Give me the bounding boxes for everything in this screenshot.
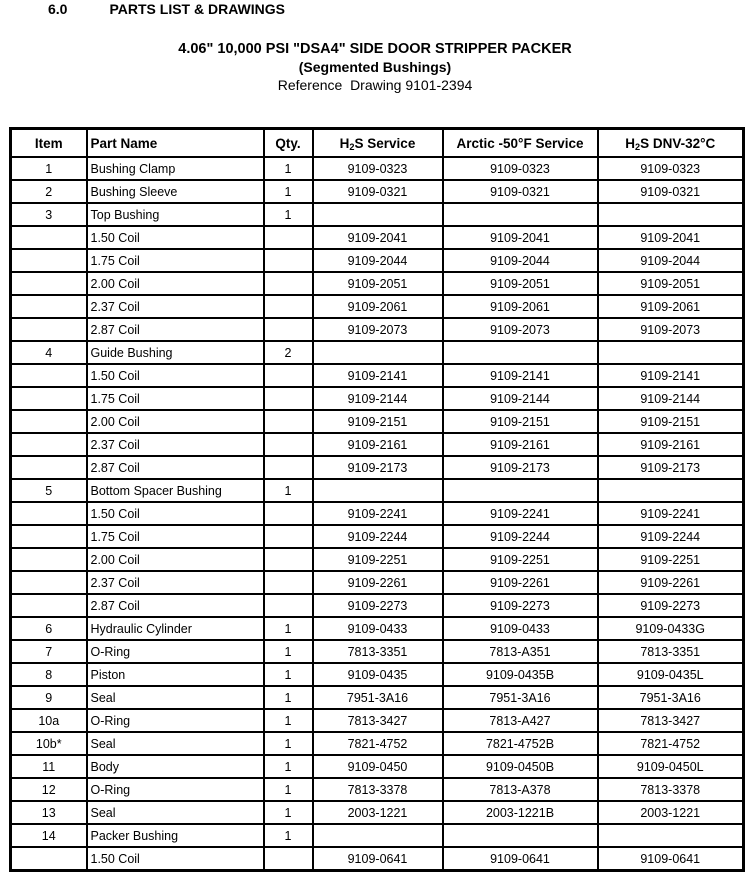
cell-qty: 1 (264, 640, 313, 663)
cell-item (11, 410, 87, 433)
cell-item (11, 387, 87, 410)
cell-part-name: 1.50 Coil (87, 847, 264, 871)
cell-qty (264, 433, 313, 456)
cell-arctic-service: 7813-A427 (443, 709, 598, 732)
cell-part-name: Bushing Clamp (87, 157, 264, 180)
cell-h2s-service: 9109-2144 (313, 387, 443, 410)
cell-dnv-service: 9109-2173 (598, 456, 744, 479)
reference-drawing-line: Reference Drawing 9101-2394 (277, 77, 473, 93)
cell-h2s-service: 9109-0641 (313, 847, 443, 871)
cell-part-name: 2.00 Coil (87, 410, 264, 433)
cell-part-name: 2.00 Coil (87, 548, 264, 571)
cell-item (11, 226, 87, 249)
cell-dnv-service: 7813-3427 (598, 709, 744, 732)
cell-item (11, 295, 87, 318)
cell-dnv-service: 9109-2041 (598, 226, 744, 249)
cell-h2s-service: 9109-2173 (313, 456, 443, 479)
cell-item (11, 272, 87, 295)
cell-item (11, 594, 87, 617)
cell-h2s-service (313, 824, 443, 847)
table-row (11, 249, 744, 272)
cell-h2s-service (313, 341, 443, 364)
section-number: 6.0 (48, 1, 68, 17)
cell-qty (264, 295, 313, 318)
cell-dnv-service: 9109-2261 (598, 571, 744, 594)
cell-dnv-service: 9109-0641 (598, 847, 744, 871)
cell-arctic-service: 9109-2251 (443, 548, 598, 571)
cell-item: 11 (11, 755, 87, 778)
cell-h2s-service: 9109-2241 (313, 502, 443, 525)
cell-qty (264, 571, 313, 594)
section-heading (0, 0, 750, 17)
cell-arctic-service: 9109-0323 (443, 157, 598, 180)
cell-item: 13 (11, 801, 87, 824)
cell-h2s-service: 9109-2251 (313, 548, 443, 571)
cell-item: 4 (11, 341, 87, 364)
cell-arctic-service: 9109-2044 (443, 249, 598, 272)
table-row (11, 502, 744, 525)
cell-arctic-service: 9109-0641 (443, 847, 598, 871)
cell-arctic-service: 9109-2144 (443, 387, 598, 410)
cell-part-name: 1.50 Coil (87, 502, 264, 525)
cell-part-name: 1.50 Coil (87, 364, 264, 387)
table-row (11, 456, 744, 479)
table-row (11, 755, 744, 778)
cell-arctic-service (443, 203, 598, 226)
table-row (11, 640, 744, 663)
cell-qty (264, 387, 313, 410)
cell-qty: 1 (264, 617, 313, 640)
column-header-part-name: Part Name (87, 129, 264, 158)
cell-dnv-service: 7951-3A16 (598, 686, 744, 709)
cell-item (11, 525, 87, 548)
cell-dnv-service: 9109-2144 (598, 387, 744, 410)
cell-qty: 1 (264, 203, 313, 226)
cell-part-name: 2.37 Coil (87, 433, 264, 456)
cell-part-name: 1.75 Coil (87, 525, 264, 548)
table-row (11, 295, 744, 318)
cell-h2s-service: 9109-0433 (313, 617, 443, 640)
cell-item: 7 (11, 640, 87, 663)
cell-part-name: Bottom Spacer Bushing (87, 479, 264, 502)
cell-arctic-service: 9109-0321 (443, 180, 598, 203)
cell-item (11, 249, 87, 272)
cell-h2s-service: 9109-0450 (313, 755, 443, 778)
cell-dnv-service: 9109-2061 (598, 295, 744, 318)
cell-arctic-service: 9109-2173 (443, 456, 598, 479)
cell-dnv-service: 7813-3378 (598, 778, 744, 801)
cell-arctic-service: 9109-2244 (443, 525, 598, 548)
cell-part-name: O-Ring (87, 778, 264, 801)
cell-arctic-service: 7813-A378 (443, 778, 598, 801)
cell-dnv-service: 9109-2073 (598, 318, 744, 341)
cell-h2s-service: 7813-3351 (313, 640, 443, 663)
cell-arctic-service (443, 824, 598, 847)
cell-arctic-service: 9109-0435B (443, 663, 598, 686)
cell-h2s-service: 9109-0435 (313, 663, 443, 686)
cell-part-name: Guide Bushing (87, 341, 264, 364)
table-header-row (11, 129, 744, 158)
cell-h2s-service: 9109-0321 (313, 180, 443, 203)
cell-part-name: Bushing Sleeve (87, 180, 264, 203)
cell-part-name: Seal (87, 686, 264, 709)
cell-item (11, 502, 87, 525)
cell-arctic-service: 7951-3A16 (443, 686, 598, 709)
cell-item: 2 (11, 180, 87, 203)
cell-h2s-service: 9109-2273 (313, 594, 443, 617)
table-row (11, 387, 744, 410)
cell-dnv-service: 9109-2051 (598, 272, 744, 295)
cell-qty (264, 548, 313, 571)
table-row (11, 778, 744, 801)
cell-arctic-service: 9109-0450B (443, 755, 598, 778)
cell-part-name: Body (87, 755, 264, 778)
cell-dnv-service: 7821-4752 (598, 732, 744, 755)
cell-qty: 1 (264, 801, 313, 824)
table-row (11, 433, 744, 456)
cell-h2s-service: 7813-3378 (313, 778, 443, 801)
cell-qty (264, 594, 313, 617)
cell-arctic-service: 9109-2141 (443, 364, 598, 387)
cell-dnv-service (598, 341, 744, 364)
cell-h2s-service: 9109-2044 (313, 249, 443, 272)
cell-dnv-service (598, 824, 744, 847)
cell-dnv-service: 7813-3351 (598, 640, 744, 663)
table-row (11, 272, 744, 295)
table-row (11, 318, 744, 341)
table-row (11, 364, 744, 387)
table-row (11, 663, 744, 686)
cell-dnv-service: 9109-2161 (598, 433, 744, 456)
cell-qty: 1 (264, 663, 313, 686)
cell-part-name: Packer Bushing (87, 824, 264, 847)
cell-item (11, 548, 87, 571)
cell-qty (264, 502, 313, 525)
cell-part-name: O-Ring (87, 709, 264, 732)
cell-h2s-service: 7813-3427 (313, 709, 443, 732)
cell-item: 8 (11, 663, 87, 686)
cell-h2s-service: 9109-2051 (313, 272, 443, 295)
cell-item: 12 (11, 778, 87, 801)
cell-qty (264, 226, 313, 249)
cell-dnv-service: 9109-2273 (598, 594, 744, 617)
cell-dnv-service (598, 203, 744, 226)
cell-part-name: O-Ring (87, 640, 264, 663)
table-row (11, 203, 744, 226)
cell-item (11, 433, 87, 456)
section-title: PARTS LIST & DRAWINGS (109, 1, 285, 17)
cell-dnv-service: 2003-1221 (598, 801, 744, 824)
cell-qty: 1 (264, 157, 313, 180)
cell-item: 9 (11, 686, 87, 709)
cell-qty: 1 (264, 732, 313, 755)
cell-part-name: 1.50 Coil (87, 226, 264, 249)
cell-arctic-service: 9109-2241 (443, 502, 598, 525)
cell-qty (264, 456, 313, 479)
cell-arctic-service: 9109-2051 (443, 272, 598, 295)
column-header-item: Item (11, 129, 87, 158)
cell-part-name: 2.87 Coil (87, 594, 264, 617)
cell-h2s-service (313, 479, 443, 502)
cell-h2s-service: 9109-2244 (313, 525, 443, 548)
cell-item (11, 456, 87, 479)
cell-part-name: Top Bushing (87, 203, 264, 226)
column-header-arctic-service: Arctic -50°F Service (443, 129, 598, 158)
column-header-h2s-service: $H_2S$ Service (313, 129, 443, 158)
column-header-qty: Qty. (264, 129, 313, 158)
cell-dnv-service: 9109-0450L (598, 755, 744, 778)
cell-h2s-service: 7951-3A16 (313, 686, 443, 709)
document-title: 4.06" 10,000 PSI "DSA4" SIDE DOOR STRIPPER PACKER (178, 41, 572, 57)
cell-part-name: Seal (87, 801, 264, 824)
cell-qty (264, 318, 313, 341)
cell-qty: 1 (264, 778, 313, 801)
cell-dnv-service (598, 479, 744, 502)
cell-qty (264, 249, 313, 272)
table-row (11, 571, 744, 594)
cell-h2s-service: 2003-1221 (313, 801, 443, 824)
cell-part-name: 2.37 Coil (87, 571, 264, 594)
cell-dnv-service: 9109-0321 (598, 180, 744, 203)
cell-h2s-service: 9109-2073 (313, 318, 443, 341)
table-row (11, 732, 744, 755)
cell-arctic-service: 9109-2261 (443, 571, 598, 594)
cell-qty (264, 272, 313, 295)
title-block (0, 40, 750, 94)
table-row (11, 157, 744, 180)
table-row (11, 548, 744, 571)
cell-part-name: 2.87 Coil (87, 456, 264, 479)
cell-arctic-service: 9109-2161 (443, 433, 598, 456)
column-header-dnv-service: $H_2S$ DNV-32°C (598, 129, 744, 158)
table-row (11, 709, 744, 732)
cell-part-name: 2.00 Coil (87, 272, 264, 295)
cell-item: 14 (11, 824, 87, 847)
cell-dnv-service: 9109-0323 (598, 157, 744, 180)
parts-table (9, 127, 745, 872)
cell-h2s-service: 7821-4752 (313, 732, 443, 755)
cell-qty: 2 (264, 341, 313, 364)
cell-qty: 1 (264, 824, 313, 847)
cell-dnv-service: 9109-0433G (598, 617, 744, 640)
table-row (11, 617, 744, 640)
cell-qty: 1 (264, 755, 313, 778)
cell-item (11, 364, 87, 387)
cell-qty: 1 (264, 686, 313, 709)
cell-dnv-service: 9109-2241 (598, 502, 744, 525)
cell-part-name: 1.75 Coil (87, 387, 264, 410)
cell-dnv-service: 9109-2251 (598, 548, 744, 571)
cell-part-name: Hydraulic Cylinder (87, 617, 264, 640)
cell-arctic-service: 7813-A351 (443, 640, 598, 663)
cell-item: 10a (11, 709, 87, 732)
cell-qty (264, 847, 313, 871)
cell-part-name: Piston (87, 663, 264, 686)
cell-item (11, 571, 87, 594)
cell-h2s-service: 9109-2161 (313, 433, 443, 456)
cell-qty (264, 525, 313, 548)
table-row (11, 686, 744, 709)
cell-arctic-service: 9109-2041 (443, 226, 598, 249)
table-row (11, 824, 744, 847)
cell-h2s-service: 9109-2041 (313, 226, 443, 249)
table-row (11, 847, 744, 871)
cell-arctic-service: 9109-2273 (443, 594, 598, 617)
cell-dnv-service: 9109-2244 (598, 525, 744, 548)
cell-arctic-service: 9109-0433 (443, 617, 598, 640)
cell-h2s-service: 9109-2151 (313, 410, 443, 433)
cell-qty (264, 364, 313, 387)
cell-item (11, 847, 87, 871)
cell-part-name: Seal (87, 732, 264, 755)
cell-h2s-service: 9109-0323 (313, 157, 443, 180)
cell-h2s-service: 9109-2261 (313, 571, 443, 594)
cell-qty: 1 (264, 479, 313, 502)
cell-dnv-service: 9109-2141 (598, 364, 744, 387)
table-row (11, 479, 744, 502)
table-row (11, 341, 744, 364)
cell-item (11, 318, 87, 341)
cell-qty (264, 410, 313, 433)
cell-h2s-service: 9109-2061 (313, 295, 443, 318)
cell-item: 3 (11, 203, 87, 226)
cell-arctic-service (443, 341, 598, 364)
cell-dnv-service: 9109-2044 (598, 249, 744, 272)
cell-item: 6 (11, 617, 87, 640)
cell-h2s-service (313, 203, 443, 226)
table-body (11, 157, 744, 871)
document-subtitle: (Segmented Bushings) (298, 59, 452, 75)
cell-dnv-service: 9109-2151 (598, 410, 744, 433)
cell-item: 1 (11, 157, 87, 180)
cell-dnv-service: 9109-0435L (598, 663, 744, 686)
cell-item: 5 (11, 479, 87, 502)
cell-arctic-service: 9109-2151 (443, 410, 598, 433)
cell-item: 10b* (11, 732, 87, 755)
table-row (11, 226, 744, 249)
table-row (11, 594, 744, 617)
cell-part-name: 2.87 Coil (87, 318, 264, 341)
cell-qty: 1 (264, 180, 313, 203)
cell-qty: 1 (264, 709, 313, 732)
cell-arctic-service: 7821-4752B (443, 732, 598, 755)
cell-part-name: 1.75 Coil (87, 249, 264, 272)
cell-arctic-service: 2003-1221B (443, 801, 598, 824)
table-row (11, 801, 744, 824)
cell-arctic-service: 9109-2061 (443, 295, 598, 318)
cell-h2s-service: 9109-2141 (313, 364, 443, 387)
table-row (11, 525, 744, 548)
cell-part-name: 2.37 Coil (87, 295, 264, 318)
table-row (11, 180, 744, 203)
table-row (11, 410, 744, 433)
cell-arctic-service (443, 479, 598, 502)
cell-arctic-service: 9109-2073 (443, 318, 598, 341)
